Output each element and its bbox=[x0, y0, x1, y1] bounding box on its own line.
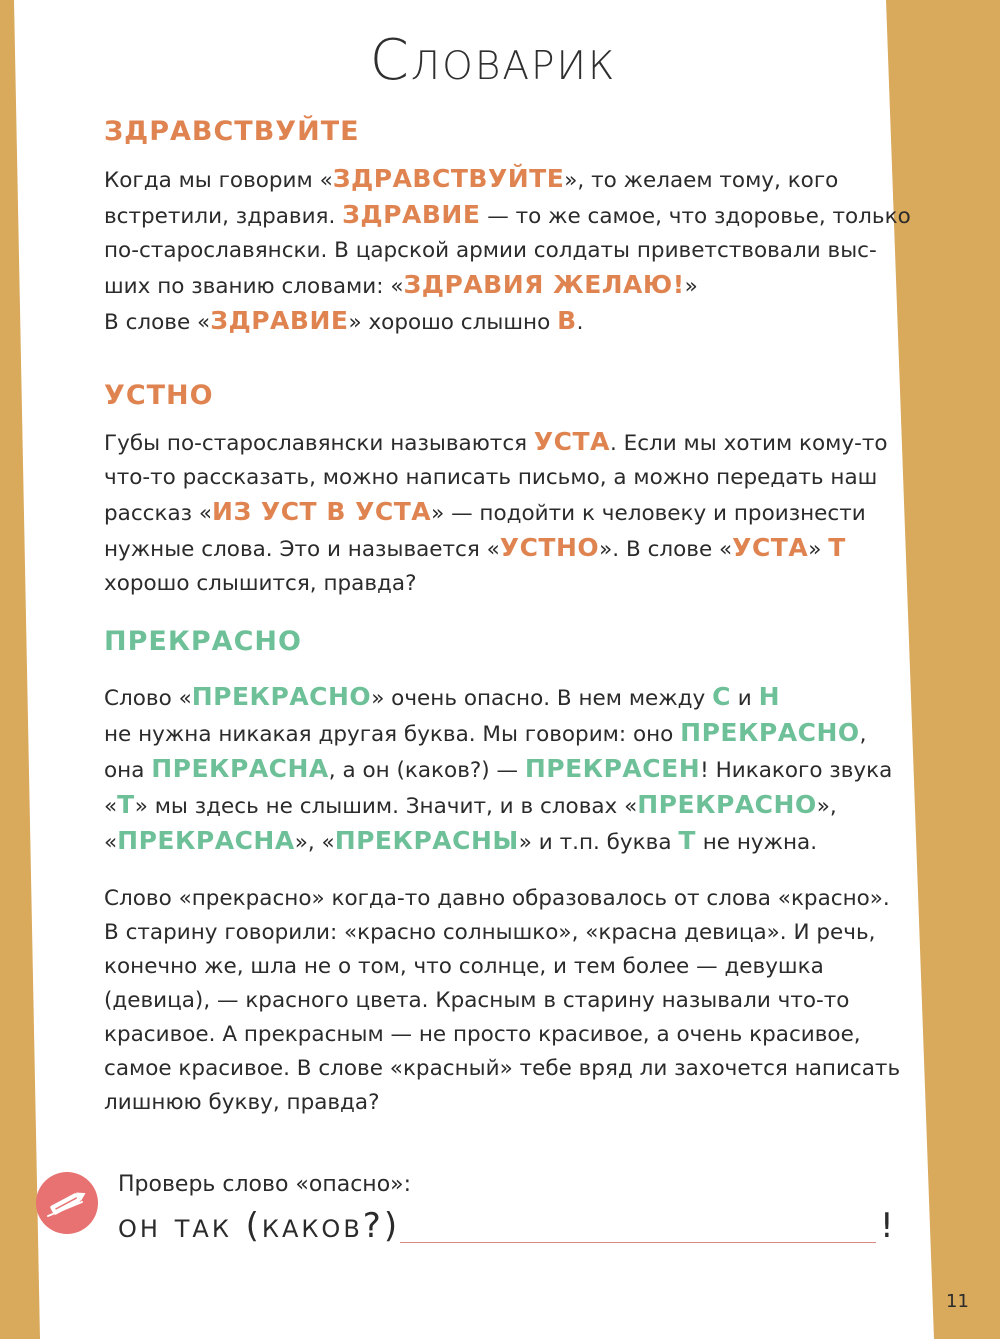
paragraph-zdravstvuyte bbox=[104, 162, 911, 340]
highlight-word: ЗДРАВИЕ bbox=[210, 306, 349, 335]
highlight-letter: Н bbox=[758, 682, 781, 711]
heading-zdravstvuyte: ЗДРАВСТВУЙТЕ bbox=[104, 116, 360, 147]
highlight-word: ИЗ УСТ В УСТА bbox=[212, 497, 432, 526]
highlight-letter: В bbox=[557, 306, 577, 335]
paragraph-prekrasno bbox=[104, 680, 894, 860]
highlight-word: ЗДРАВИЕ bbox=[342, 200, 481, 229]
text-line: хорошо слышится, правда? bbox=[104, 571, 417, 596]
text-line: Слово «ПРЕКРАСНО» очень опасно. В нем между С и Н bbox=[104, 682, 781, 711]
text-line: самое красивое. В слове «красный» тебе вряд ли захочется написать bbox=[104, 1056, 901, 1081]
text-line: В старину говорили: «красно солнышко», «красна девица». И речь, bbox=[104, 920, 876, 945]
highlight-word: УСТА bbox=[533, 427, 610, 456]
pencil-icon bbox=[36, 1172, 98, 1234]
text-line: Слово «прекрасно» когда-то давно образовалось от слова «красно». bbox=[104, 886, 890, 911]
highlight-word: ЗДРАВИЯ ЖЕЛАЮ! bbox=[403, 270, 685, 299]
highlight-letter: Т bbox=[678, 826, 696, 855]
highlight-word: ПРЕКРАСНА bbox=[117, 826, 295, 855]
highlight-letter: Т bbox=[828, 533, 846, 562]
paragraph-ustno bbox=[104, 425, 894, 601]
text-line: она ПРЕКРАСНА, а он (каков?) — ПРЕКРАСЕН! Никакого звука bbox=[104, 754, 893, 783]
pencil-badge bbox=[36, 1172, 98, 1234]
text-line: нужные слова. Это и называется «УСТНО». В слове «УСТА» Т bbox=[104, 533, 846, 562]
highlight-letter: С bbox=[712, 682, 731, 711]
text-line: конечно же, шла не о том, что солнце, и тем более — девушка bbox=[104, 954, 824, 979]
text-line: не нужна никакая другая буква. Мы говорим: оно ПРЕКРАСНО, bbox=[104, 718, 867, 747]
highlight-word: ПРЕКРАСНА bbox=[151, 754, 329, 783]
highlight-word: ПРЕКРАСНЫ bbox=[334, 826, 519, 855]
answer-prompt: он так (каков?) bbox=[118, 1206, 401, 1246]
text-line: «ПРЕКРАСНА», «ПРЕКРАСНЫ» и т.п. буква Т не нужна. bbox=[104, 826, 818, 855]
highlight-word: УСТНО bbox=[499, 533, 600, 562]
highlight-word: ПРЕКРАСНО bbox=[191, 682, 372, 711]
check-instruction: Проверь слово «опасно»: bbox=[118, 1172, 412, 1197]
text-line: ших по званию словами: «ЗДРАВИЯ ЖЕЛАЮ!» bbox=[104, 270, 698, 299]
highlight-word: УСТА bbox=[732, 533, 809, 562]
text-line: по-старославянски. В царской армии солдаты приветствовали выс- bbox=[104, 238, 877, 263]
page-title: Словарик bbox=[369, 28, 617, 93]
answer-exclamation: ! bbox=[880, 1206, 894, 1246]
highlight-word: ЗДРАВСТВУЙТЕ bbox=[332, 164, 565, 193]
text-line: лишнюю букву, правда? bbox=[104, 1090, 380, 1115]
highlight-word: ПРЕКРАСЕН bbox=[524, 754, 701, 783]
text-line: «Т» мы здесь не слышим. Значит, и в словах «ПРЕКРАСНО», bbox=[104, 790, 837, 819]
text-line: Когда мы говорим «ЗДРАВСТВУЙТЕ», то желаем тому, кого bbox=[104, 164, 839, 193]
text-line: (девица), — красного цвета. Красным в старину называли что-то bbox=[104, 988, 850, 1013]
answer-blank[interactable] bbox=[400, 1242, 876, 1243]
text-line: В слове «ЗДРАВИЕ» хорошо слышно В. bbox=[104, 306, 584, 335]
paragraph-krasno bbox=[104, 882, 901, 1120]
page-number: 11 bbox=[946, 1291, 969, 1312]
text-line: рассказ «ИЗ УСТ В УСТА» — подойти к человеку и произнести bbox=[104, 497, 866, 526]
heading-ustno: УСТНО bbox=[104, 380, 214, 411]
text-line: Губы по-старославянски называются УСТА. Если мы хотим кому-то bbox=[104, 427, 888, 456]
text-line: красивое. А прекрасным — не просто красивое, а очень красивое, bbox=[104, 1022, 861, 1047]
text-line: что-то рассказать, можно написать письмо, а можно передать наш bbox=[104, 465, 878, 490]
text-line: встретили, здравия. ЗДРАВИЕ — то же самое, что здоровье, только bbox=[104, 200, 911, 229]
heading-prekrasno: ПРЕКРАСНО bbox=[104, 626, 302, 657]
highlight-word: ПРЕКРАСНО bbox=[637, 790, 817, 819]
highlight-letter: Т bbox=[117, 790, 135, 819]
highlight-word: ПРЕКРАСНО bbox=[680, 718, 860, 747]
